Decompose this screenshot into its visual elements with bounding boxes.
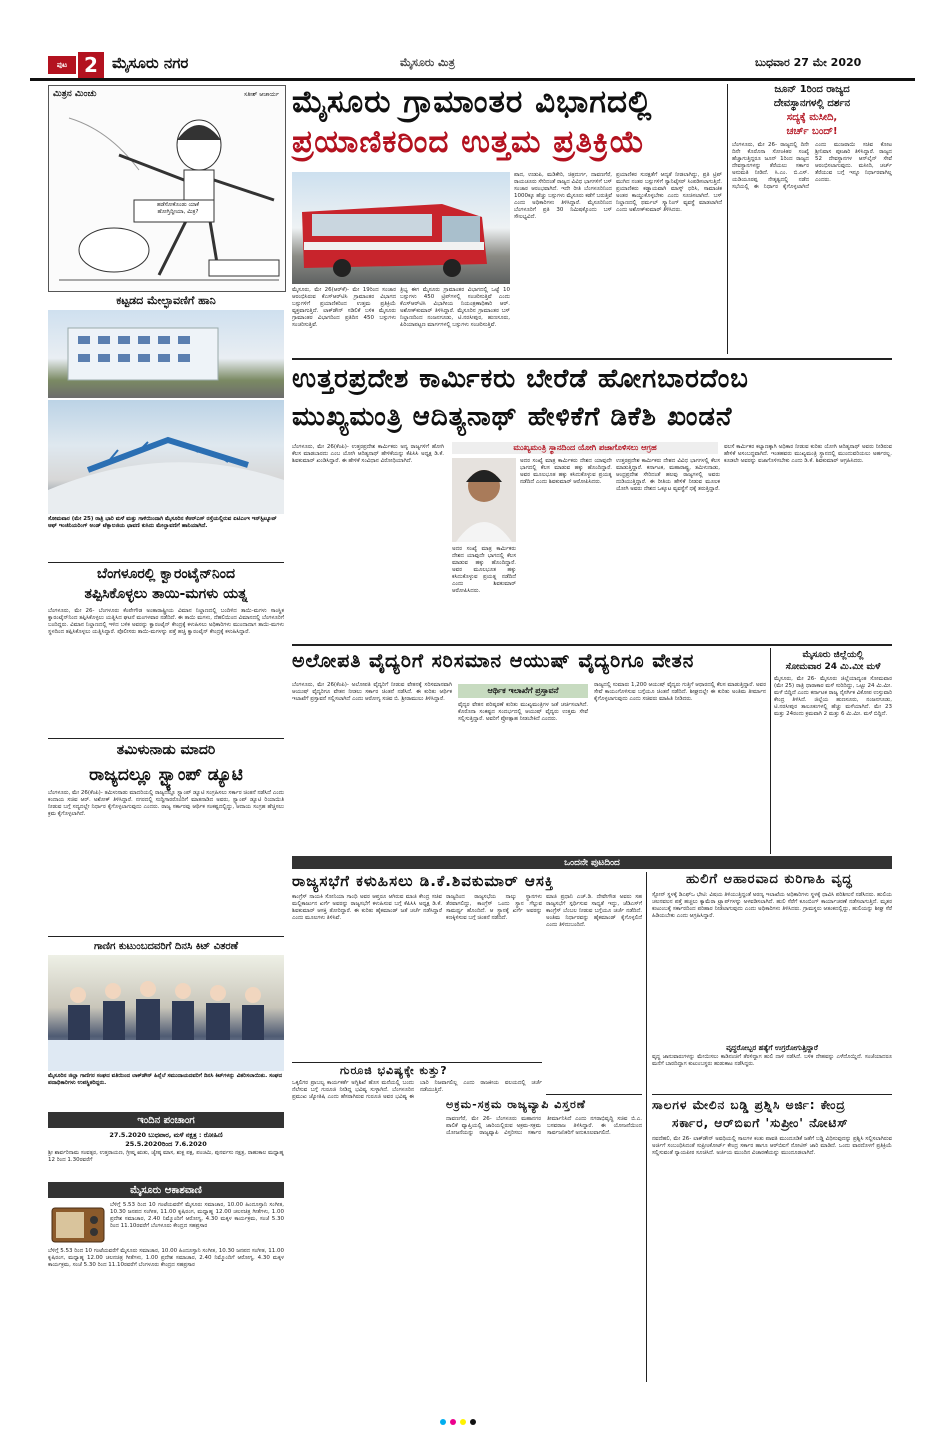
stamp-heading-2: ರಾಜ್ಯದಲ್ಲೂ ಸ್ಟ್ಯಾಂಪ್ ಡ್ಯೂಟಿ [89, 765, 243, 785]
temples-heading-4: ಚರ್ಚ್ ಬಂದ್! [786, 126, 838, 137]
quarantine-heading-2: ತಪ್ಪಿಸಿಕೊಳ್ಳಲು ತಾಯಿ-ಮಗಳು ಯತ್ನ [84, 586, 248, 602]
lead-body-1: ಮೈಸೂರು, ಮೇ 26(ಆರ್‌ಕೆ)- ಮೇ 19ರಿಂದ ಸಂಚಾರ ಆರಂಭಿಸಿರುವ ಕೆಎಸ್‌ಆರ್‌ಟಿಸಿ ಗ್ರಾಮಾಂತರ ವಿಭಾಗದ ಬಸ್ಸುಗಳಿಗೆ ಪ್ರಯಾಣಿಕರಿಂದ ಉತ್ತಮ ಪ್ರತಿಕ್ರಿಯೆ ವ್ಯಕ್ತವಾಗುತ್ತಿದೆ. ಲಾಕ್‌ಡೌನ್ ಸಡಿಲಿಕೆ ಬಳಿಕ ಮೈಸೂರು ಗ್ರಾಮಾಂತರ ವಿಭಾಗದಿಂದ ಪ್ರತಿದಿನ 450 ಬಸ್ಸುಗಳು ಸಂಚರಿಸುತ್ತಿವೆ. [292, 287, 396, 328]
cow-body: ಸ್ಟೋನ್ ಸ್ಥಳಕ್ಕೆ ಡಿಎಫ್‌ಒ ಭೇಟಿ: ವಿಷಯ ತಿಳಿಯುತ್ತಿದ್ದಂತೆ ಅರಣ್ಯ ಇಲಾಖೆಯ ಅಧಿಕಾರಿಗಳು ಸ್ಥಳಕ್ಕೆ ಧಾವಿಸಿ ಪರಿಶೀಲನೆ ನಡೆಸಿದರು. ಹುಲಿಯ ಚಲನವಲನ ಪತ್ತೆ ಹಚ್ಚಲು ಕ್ಯಾಮೆರಾ ಟ್ರ್ಯಾಪ್‌ಗಳನ್ನು ಅಳವಡಿಸಲಾಗಿದೆ. ಹುಲಿ ಸೆರೆಗೆ ಕೂಂಬಿಂಗ್ ಕಾರ್ಯಾಚರಣೆ ನಡೆಸಲಾಗುತ್ತಿದೆ. ಮೃತರ ಕುಟುಂಬಕ್ಕೆ ಸರ್ಕಾರದಿಂದ ಪರಿಹಾರ ನೀಡಲಾಗುವುದು ಎಂದು ಅಧಿಕಾರಿಗಳು ತಿಳಿಸಿದರು. ಗ್ರಾಮಸ್ಥರು ಆತಂಕದಲ್ಲಿದ್ದು, ಹುಲಿಯನ್ನು ಶೀಘ್ರ ಸೆರೆ ಹಿಡಿಯಬೇಕು ಎಂದು ಆಗ್ರಹಿಸಿದ್ದಾರೆ. [652, 892, 892, 919]
roof-photo [48, 400, 284, 514]
temples-body: ಬೆಂಗಳೂರು, ಮೇ 26- ರಾಜ್ಯದಲ್ಲಿ ದಿನೇ ದಿನೇ ಕೊರೊನಾ ಸೋಂಕಿತರ ಸಂಖ್ಯೆ ಹೆಚ್ಚಾಗುತ್ತಿದ್ದರೂ ಜೂನ್ 1ರಿಂದ ರಾಜ್ಯದ ದೇವಸ್ಥಾನಗಳನ್ನು ತೆರೆಯಲು ಸರ್ಕಾರ ಅನುಮತಿ ನೀಡಿದೆ. ಸಿ.ಎಂ. ಬಿ.ಎಸ್. ಯಡಿಯೂರಪ್ಪ ನೇತೃತ್ವದಲ್ಲಿ ನಡೆದ ಸಭೆಯಲ್ಲಿ ಈ ನಿರ್ಧಾರ ಕೈಗೊಳ್ಳಲಾಗಿದೆ ಎಂದು ಮುಜರಾಯಿ ಸಚಿವ ಕೋಟ ಶ್ರೀನಿವಾಸ ಪೂಜಾರಿ ತಿಳಿಸಿದ್ದಾರೆ. ರಾಜ್ಯದ 52 ದೇವಸ್ಥಾನಗಳ ಆನ್‌ಲೈನ್ ಸೇವೆ ಆರಂಭಿಸಲಾಗುವುದು. ಮಸೀದಿ, ಚರ್ಚ್ ತೆರೆಯುವ ಬಗ್ಗೆ ಇನ್ನೂ ನಿರ್ಧಾರವಾಗಿಲ್ಲ ಎಂದರು. [732, 142, 892, 190]
lead-body-3: ಪಾದ, ಉಡುಪಿ, ಮಡಿಕೇರಿ, ಚಿತ್ರದುರ್ಗ, ದಾವಣಗೆರೆ, ರಾಯಚೂರು ಸೇರಿದಂತೆ ರಾಜ್ಯದ ವಿವಿಧ ಭಾಗಗಳಿಗೆ ಬಸ್ ಸಂಚಾರ ಆರಂಭವಾಗಿದೆ. ಇದೇ ರೀತಿ ಬೆಂಗಳೂರಿನಿಂದ 1000ಕ್ಕೂ ಹೆಚ್ಚು ಬಸ್ಸುಗಳು ಮೈಸೂರು ಕಡೆಗೆ ಬರುತ್ತಿವೆ ಎಂದು ಅಧಿಕಾರಿಗಳು ತಿಳಿಸಿದ್ದಾರೆ. ಮೈಸೂರಿನಿಂದ ಬೆಂಗಳೂರಿಗೆ ಪ್ರತಿ 30 ನಿಮಿಷಕ್ಕೊಂದು ಬಸ್ ಸೌಲಭ್ಯವಿದೆ. [514, 172, 612, 220]
lead-body-2: ತ್ರಿಭ್ಯ ಈಗ ಮೈಸೂರು ಗ್ರಾಮಾಂತರ ವಿಭಾಗದಲ್ಲಿ ಒಟ್ಟೆ 10 ಬಸ್ಸುಗಳು 450 ಟ್ರಿಪ್‌ಗಳಲ್ಲಿ ಸಂಚರಿಸುತ್ತಿವೆ ಎಂದು ಕೆಎಸ್‌ಆರ್‌ಟಿಸಿ ವಿಭಾಗೀಯ ನಿಯಂತ್ರಣಾಧಿಕಾರಿ ಆರ್. ಅಶೋಕ್‌ಕುಮಾರ್ ತಿಳಿಸಿದ್ದಾರೆ. ಮೈಸೂರಿನ ಗ್ರಾಮಾಂತರ ಬಸ್ ನಿಲ್ದಾಣದಿಂದ ನಂಜನಗೂಡು, ಟಿ.ನರಸೀಪುರ, ಹುಣಸೂರು, ಪಿರಿಯಾಪಟ್ಟಣ ಮಾರ್ಗಗಳಲ್ಲಿ ಬಸ್ಸುಗಳು ಸಂಚರಿಸುತ್ತಿವೆ. [400, 287, 510, 328]
ayush-body-2: ವೈದ್ಯರ ವೇತನ ಪರಿಷ್ಕರಣೆ ಕುರಿತು ಮುಖ್ಯಮಂತ್ರಿಗಳ ಜತೆ ಚರ್ಚಿಸಲಾಗಿದೆ. ಕೊರೊನಾ ಸಂಕಷ್ಟದ ಸಂದರ್ಭದಲ್ಲಿ ಆಯುಷ್ ವೈದ್ಯರು ಉತ್ತಮ ಸೇವೆ ಸಲ್ಲಿಸುತ್ತಿದ್ದಾರೆ. ಅವರಿಗೆ ಪ್ರೋತ್ಸಾಹ ನೀಡಬೇಕಿದೆ ಎಂದರು. [458, 702, 588, 722]
rajya-body-3: ಮಾಜಿ ಪ್ರಧಾನಿ ಎಚ್.ಡಿ. ದೇವೇಗೌಡ ಅವರು ಸಹ ರಾಜ್ಯಸಭೆಗೆ ಸ್ಪರ್ಧಿಸುವ ಸಾಧ್ಯತೆ ಇದ್ದು, ಜೆಡಿಎಸ್‌ಗೆ ಕಾಂಗ್ರೆಸ್ ಬೆಂಬಲ ನೀಡುವ ಬಗ್ಗೆಯೂ ಚರ್ಚೆ ನಡೆದಿದೆ. ಅಂತಿಮ ನಿರ್ಧಾರವನ್ನು ಹೈಕಮಾಂಡ್ ಕೈಗೊಳ್ಳಲಿದೆ ಎಂದು ತಿಳಿದುಬಂದಿದೆ. [546, 894, 642, 928]
clash-body: ದಾವಣಗೆರೆ, ಮೇ 26- ಬೆಂಗಳೂರು ಮಹಾನಗರ ಪಾಲಿಕೆ ವ್ಯಾಪ್ತಿಯಲ್ಲಿ ಜಾರಿಯಲ್ಲಿರುವ ಅಕ್ರಮ-ಸಕ್ರಮ ಯೋಜನೆಯನ್ನು ರಾಜ್ಯವ್ಯಾಪಿ ವಿಸ್ತರಿಸಲು ಸರ್ಕಾರ ತೀರ್ಮಾನಿಸಿದೆ ಎಂದು ನಗರಾಭಿವೃದ್ಧಿ ಸಚಿವ ಬಿ.ಎ. ಬಸವರಾಜ ತಿಳಿಸಿದ್ದಾರೆ. ಈ ಯೋಜನೆಯಿಂದ ಸಾರ್ವಜನಿಕರಿಗೆ ಅನುಕೂಲವಾಗಲಿದೆ. [446, 1116, 642, 1136]
cow-headline: ಹುಲಿಗೆ ಆಹಾರವಾದ ಕುರಿಗಾಹಿ ವೃದ್ಧ [686, 872, 853, 887]
ayush-body-3: ರಾಜ್ಯದಲ್ಲಿ ಸುಮಾರು 1,200 ಆಯುಷ್ ವೈದ್ಯರು ಗುತ್ತಿಗೆ ಆಧಾರದಲ್ಲಿ ಕೆಲಸ ಮಾಡುತ್ತಿದ್ದಾರೆ. ಅವರ ಸೇವೆ ಕಾಯಂಗೊಳಿಸುವ ಬಗ್ಗೆಯೂ ಚಿಂತನೆ ನಡೆದಿದೆ. ಶೀಘ್ರದಲ್ಲೇ ಈ ಕುರಿತು ಅಂತಿಮ ತೀರ್ಮಾನ ಕೈಗೊಳ್ಳಲಾಗುವುದು ಎಂದು ಸಚಿವರು ಮಾಹಿತಿ ನೀಡಿದರು. [594, 682, 766, 702]
lead-headline-2: ಪ್ರಯಾಣಿಕರಿಂದ ಉತ್ತಮ ಪ್ರತಿಕ್ರಿಯೆ [292, 124, 646, 160]
rajya-body-1: ಕಾಂಗ್ರೆಸ್ ನಾಯಕಿ ಸೋನಿಯಾ ಗಾಂಧಿ ಅವರ ಆಪ್ತರೂ ಆಗಿರುವ ಮಾಜಿ ಕೇಂದ್ರ ಸಚಿವ ಮಲ್ಲಿಕಾರ್ಜುನ ಖರ್ಗೆ ಅವರನ್ನು ರಾಜ್ಯಸಭೆಗೆ ಕಳುಹಿಸುವ ಬಗ್ಗೆ ಕೆಪಿಸಿಸಿ ಅಧ್ಯಕ್ಷ ಡಿ.ಕೆ. ಶಿವಕುಮಾರ್ ಆಸಕ್ತಿ ತೋರಿದ್ದಾರೆ. ಈ ಕುರಿತು ಹೈಕಮಾಂಡ್ ಜತೆ ಚರ್ಚೆ ನಡೆಸಿದ್ದಾರೆ ಎಂದು ಮೂಲಗಳು ತಿಳಿಸಿವೆ. [292, 894, 442, 921]
temples-heading-3: ಸದ್ಯಕ್ಕೆ ಮಸೀದಿ, [786, 112, 838, 123]
ayush-body-1: ಬೆಂಗಳೂರು, ಮೇ 26(ಕೆಂಪಿ)- ಅಲೋಪತಿ ವೈದ್ಯರಿಗೆ ನೀಡುವ ವೇತನಕ್ಕೆ ಸರಿಸಮಾನವಾಗಿ ಆಯುಷ್ ವೈದ್ಯರಿಗೂ ವೇತನ ನೀಡಲು ಸರ್ಕಾರ ಚಿಂತನೆ ನಡೆಸಿದೆ. ಈ ಕುರಿತು ಆರ್ಥಿಕ ಇಲಾಖೆಗೆ ಪ್ರಸ್ತಾವನೆ ಸಲ್ಲಿಸಲಾಗಿದೆ ಎಂದು ಆರೋಗ್ಯ ಸಚಿವ ಬಿ. ಶ್ರೀರಾಮುಲು ತಿಳಿಸಿದ್ದಾರೆ. [292, 682, 452, 702]
ayush-tag: ಆರ್ಥಿಕ ಇಲಾಖೆಗೆ ಪ್ರಸ್ತಾವನೆ [458, 684, 588, 698]
kit-photo [48, 955, 284, 1071]
quarantine-body: ಬೆಂಗಳೂರು, ಮೇ 26- ಬೆಂಗಳೂರು ಕೆಂಪೇಗೌಡ ಅಂತಾರಾಷ್ಟ್ರೀಯ ವಿಮಾನ ನಿಲ್ದಾಣದಲ್ಲಿ ಬಂದಿಳಿದ ತಾಯಿ-ಮಗಳು ಸಾಂಸ್ಥಿಕ ಕ್ವಾರಂಟೈನ್‌ನಿಂದ ತಪ್ಪಿಸಿಕೊಳ್ಳಲು ಯತ್ನಿಸಿದ ಘಟನೆ ಮಂಗಳವಾರ ನಡೆದಿದೆ. ಈ ತಾಯಿ ಮಗಳು, ದೆಹಲಿಯಿಂದ ವಿಮಾನದಲ್ಲಿ ಬೆಂಗಳೂರಿಗೆ ಬಂದಿದ್ದರು. ವಿಮಾನ ನಿಲ್ದಾಣದಲ್ಲಿ ಇಳಿದ ಬಳಿಕ ಅವರನ್ನು ಕ್ವಾರಂಟೈನ್ ಕೇಂದ್ರಕ್ಕೆ ಕಳುಹಿಸಲು ಅಧಿಕಾರಿಗಳು ಮುಂದಾದಾಗ ತಾಯಿ-ಮಗಳು ಸ್ಥಳದಿಂದ ತಪ್ಪಿಸಿಕೊಳ್ಳಲು ಯತ್ನಿಸಿದ್ದಾರೆ. ಪೊಲೀಸರು ತಾಯಿ-ಮಗಳನ್ನು ಪತ್ತೆ ಹಚ್ಚಿ ಕ್ವಾರಂಟೈನ್ ಕೇಂದ್ರಕ್ಕೆ ಕಳುಹಿಸಿದ್ದಾರೆ. [48, 608, 284, 635]
cartoon-drawing [49, 100, 285, 290]
damage-heading: ಕಟ್ಟಡದ ಮೇಲ್ಛಾವಣಿಗೆ ಹಾನಿ [116, 294, 216, 307]
clash-headline: ಅಕ್ರಮ-ಸಕ್ರಮ ರಾಜ್ಯವ್ಯಾಪಿ ವಿಸ್ತರಣೆ [446, 1098, 586, 1111]
bus-photo [292, 172, 510, 284]
lead-body-4: ಪ್ರಯಾಣಿಕರ ಸುರಕ್ಷತೆಗೆ ಆದ್ಯತೆ ನೀಡಲಾಗಿದ್ದು, ಪ್ರತಿ ಟ್ರಿಪ್ ಮುಗಿದ ನಂತರ ಬಸ್ಸುಗಳಿಗೆ ಸ್ಯಾನಿಟೈಸರ್ ಸಿಂಪಡಿಸಲಾಗುತ್ತಿದೆ. ಪ್ರಯಾಣಿಕರು ಕಡ್ಡಾಯವಾಗಿ ಮಾಸ್ಕ್ ಧರಿಸಿ, ಸಾಮಾಜಿಕ ಅಂತರ ಕಾಯ್ದುಕೊಳ್ಳಬೇಕು ಎಂದು ಸೂಚಿಸಲಾಗಿದೆ. ಬಸ್ ನಿಲ್ದಾಣದಲ್ಲಿ ಥರ್ಮಲ್ ಸ್ಕ್ಯಾನಿಂಗ್ ವ್ಯವಸ್ಥೆ ಮಾಡಲಾಗಿದೆ ಎಂದು ಅಶೋಕ್‌ಕುಮಾರ್ ತಿಳಿಸಿದರು. [616, 172, 722, 213]
loan-body: ನವದೆಹಲಿ, ಮೇ 26- ಲಾಕ್‌ಡೌನ್ ಅವಧಿಯಲ್ಲಿ ಸಾಲಗಳ ಕಂತು ಪಾವತಿ ಮುಂದೂಡಿಕೆ ಜತೆಗೆ ಬಡ್ಡಿ ವಿಧಿಸುವುದನ್ನು ಪ್ರಶ್ನಿಸಿ ಸಲ್ಲಿಸಲಾಗಿರುವ ಅರ್ಜಿಗೆ ಸಂಬಂಧಿಸಿದಂತೆ ಸುಪ್ರೀಂಕೋರ್ಟ್ ಕೇಂದ್ರ ಸರ್ಕಾರ ಹಾಗೂ ಆರ್‌ಬಿಐಗೆ ನೋಟಿಸ್ ಜಾರಿ ಮಾಡಿದೆ. ಒಂದು ವಾರದೊಳಗೆ ಪ್ರತಿಕ್ರಿಯೆ ಸಲ್ಲಿಸುವಂತೆ ನ್ಯಾಯಪೀಠ ಸೂಚಿಸಿದೆ. ಅರ್ಜಿಯ ಮುಂದಿನ ವಿಚಾರಣೆಯನ್ನು ಮುಂದೂಡಲಾಗಿದೆ. [652, 1136, 892, 1156]
radio-body: ಬೆಳಿಗ್ಗೆ 5.53 ರಿಂದ 10 ಗಂಟೆಯವರೆಗೆ ಮೈಸೂರು ಸಮಾಚಾರ, 10.00 ಹಿಂದೂಸ್ತಾನಿ ಸಂಗೀತ, 10.30 ಜನಪದ ಸಂಗೀತ, 11.00 ಕೃಷಿರಂಗ, ಮಧ್ಯಾಹ್ನ 12.00 ಚಲನಚಿತ್ರ ಗೀತೆಗಳು, 1.00 ಪ್ರದೇಶ ಸಮಾಚಾರ, 2.40 ನಿಮ್ಮೊಂದಿಗೆ ಆರೋಗ್ಯ, 4.30 ಮಕ್ಕಳ ಕಾರ್ಯಕ್ರಮ, ಸಂಜೆ 5.30 ರಿಂದ 11.10ರವರೆಗೆ ಬೆಂಗಳೂರು ಕೇಂದ್ರದ ಸಹಪ್ರಸಾರ [110, 1202, 284, 1229]
paper-name: ಮೈಸೂರು ಮಿತ್ರ [400, 56, 455, 69]
stamp-heading-1: ತಮಿಳುನಾಡು ಮಾದರಿ [116, 742, 216, 758]
kit-caption: ಮೈಸೂರಿನ ಜಿಲ್ಲಾ ಗಾಣಿಗರ ಸಂಘದ ವತಿಯಿಂದ ಲಾಕ್‌ಡೌನ್ ಹಿನ್ನೆಲೆ ಸಮುದಾಯದವರಿಗೆ ದಿನಸಿ ಕಿಟ್‌ಗಳನ್ನು ವಿತರಿಸಲಾಯಿತು. ಸಂಘದ ಪದಾಧಿಕಾರಿಗಳು ಉಪಸ್ಥಿತರಿದ್ದರು. [48, 1073, 283, 1086]
panchanga-heading: ಇಂದಿನ ಪಂಚಾಂಗ [48, 1112, 284, 1128]
district-body: ಮೈಸೂರು, ಮೇ 26- ಮೈಸೂರು ಜಿಲ್ಲೆಯಾದ್ಯಂತ ಸೋಮವಾರ (ಮೇ 25) ರಾತ್ರಿ ಧಾರಾಕಾರ ಮಳೆ ಸುರಿದಿದ್ದು, ಒಟ್ಟು 24 ಮಿ.ಮೀ. ಮಳೆ ಬಿದ್ದಿದೆ ಎಂದು ಕರ್ನಾಟಕ ರಾಜ್ಯ ನೈಸರ್ಗಿಕ ವಿಕೋಪ ಉಸ್ತುವಾರಿ ಕೇಂದ್ರ ತಿಳಿಸಿದೆ. ಜಿಲ್ಲೆಯ ಹುಣಸೂರು, ನಂಜನಗೂಡು, ಟಿ.ನರಸೀಪುರ ತಾಲೂಕುಗಳಲ್ಲಿ ಹೆಚ್ಚು ಮಳೆಯಾಗಿದೆ. ಮೇ 23 ಮತ್ತು 24ರಂದು ಕ್ರಮವಾಗಿ 2 ಮತ್ತು 6 ಮಿ.ಮೀ. ಮಳೆ ಬಿದ್ದಿದೆ. [774, 676, 892, 717]
quarantine-heading-1: ಬೆಂಗಳೂರಲ್ಲಿ ಕ್ವಾರಂಟೈನ್‌ನಿಂದ [96, 566, 236, 582]
page-number: 2 [78, 52, 104, 78]
rajya-body-2: ರಾಜ್ಯದಿಂದ ರಾಜ್ಯಸಭೆಯ ನಾಲ್ಕು ಸ್ಥಾನಗಳು ತೆರವಾಗಲಿದ್ದು, ಕಾಂಗ್ರೆಸ್ ಒಂದು ಸ್ಥಾನ ಗೆಲ್ಲುವ ಸಾಮರ್ಥ್ಯ ಹೊಂದಿದೆ. ಆ ಸ್ಥಾನಕ್ಕೆ ಖರ್ಗೆ ಅವರನ್ನು ಕಣಕ್ಕಿಳಿಸುವ ಬಗ್ಗೆ ಚಿಂತನೆ ನಡೆದಿದೆ. [446, 894, 542, 921]
guruji-headline: ಗುರೂಜಿ ಭವಿಷ್ಯಕ್ಕೇ ಕುತ್ತು? [340, 1064, 448, 1077]
district-heading-2: ಸೋಮವಾರ 24 ಮಿ.ಮೀ ಮಳೆ [785, 662, 881, 672]
temples-heading-2: ದೇವಸ್ಥಾನಗಳಲ್ಲಿ ದರ್ಶನ [773, 98, 851, 109]
ayush-headline: ಅಲೋಪತಿ ವೈದ್ಯರಿಗೆ ಸರಿಸಮಾನ ಆಯುಷ್ ವೈದ್ಯರಿಗೂ ವೇತನ [292, 650, 695, 672]
cartoon-speech-bubble: ಹಡೆಸೋಕೊಂಡು ಯಾಕೆ ಹೋಗ್ತಿದ್ದೀಯಾ, ಮಿತ್ರ? [157, 202, 199, 215]
panchanga-line-2: 25.5.2020ರಿಂದ 7.6.2020 [125, 1140, 207, 1148]
cartoon-artist: ಸತೀಶ್ ಆಚಾರ್ಯ [244, 91, 279, 98]
rajya-headline: ರಾಜ್ಯಸಭೆಗೆ ಕಳುಹಿಸಲು ಡಿ.ಕೆ.ಶಿವಕುಮಾರ್ ಆಸಕ್ತಿ [292, 872, 555, 890]
page-label: ಪುಟ [48, 56, 76, 74]
building-photo [48, 310, 284, 398]
guruji-body: ಒಕ್ಕಲಿಗರ ಪ್ರಾಬಲ್ಯ ಕಾರ್ಯಕರ್ತೆ ಅಗ್ನಿಶಿಖೆ ಹೊಸ ಮನೆಯಲ್ಲಿ ಬಂದು ನೆಲೆಸುವ ಬಗ್ಗೆ ಗುರೂಜಿ ನೀಡಿದ್ದ ಭವಿಷ್ಯ ಸುಳ್ಳಾಗಿದೆ. ಬೆಂಗಳೂರಿನ ಪ್ರಮುಖ ಜ್ಯೋತಿಷಿ ಎಂದು ಹೆಸರಾಗಿರುವ ಗುರೂಜಿ ಅವರ ಭವಿಷ್ಯ ಈ ಬಾರಿ ನಿಜವಾಗಲಿಲ್ಲ ಎಂದು ರಾಜಕೀಯ ವಲಯದಲ್ಲಿ ಚರ್ಚೆ ನಡೆಯುತ್ತಿದೆ. [292, 1080, 542, 1100]
district-heading-1: ಮೈಸೂರು ಜಿಲ್ಲೆಯಲ್ಲಿ [802, 650, 864, 660]
stamp-body: ಬೆಂಗಳೂರು, ಮೇ 26(ಕೆಂಪಿ)- ತಮಿಳುನಾಡು ಮಾದರಿಯಲ್ಲಿ ರಾಜ್ಯದಲ್ಲೂ ಸ್ಟ್ಯಾಂಪ್ ಡ್ಯೂಟಿ ಸಂಗ್ರಹಿಸಲು ಸರ್ಕಾರ ಚಿಂತನೆ ನಡೆಸಿದೆ ಎಂದು ಕಂದಾಯ ಸಚಿವ ಆರ್. ಅಶೋಕ್ ತಿಳಿಸಿದ್ದಾರೆ. ನಗರದಲ್ಲಿ ಸುದ್ದಿಗಾರರೊಂದಿಗೆ ಮಾತನಾಡಿದ ಅವರು, ಸ್ಟ್ಯಾಂಪ್ ಡ್ಯೂಟಿ ರಿಯಾಯಿತಿ ನೀಡುವ ಬಗ್ಗೆ ಸದ್ಯದಲ್ಲೇ ನಿರ್ಧಾರ ಕೈಗೊಳ್ಳಲಾಗುವುದು ಎಂದರು. ರಾಜ್ಯ ಸರ್ಕಾರವು ಆರ್ಥಿಕ ಸಂಕಷ್ಟದಲ್ಲಿದ್ದು, ಆದಾಯ ಸಂಗ್ರಹ ಹೆಚ್ಚಿಸಲು ಕ್ರಮ ಕೈಗೊಳ್ಳಲಾಗಿದೆ. [48, 790, 284, 817]
dks-photo [452, 458, 516, 542]
date-line: ಬುಧವಾರ 27 ಮೇ 2020 [755, 56, 862, 69]
radio-icon [50, 1202, 106, 1244]
cow-subhead: ವೃದ್ಧರೋಬ್ಬರ ಹತ್ಯೆಗೆ ಉಗ್ರರೋಗುತ್ತಿದ್ದಾರೆ [726, 1044, 818, 1052]
lead-headline-1: ಮೈಸೂರು ಗ್ರಾಮಾಂತರ ವಿಭಾಗದಲ್ಲಿ [292, 84, 653, 120]
loan-headline-1: ಸಾಲಗಳ ಮೇಲಿನ ಬಡ್ಡಿ ಪ್ರಶ್ನಿಸಿ ಅರ್ಜಿ: ಕೇಂದ್ರ [652, 1098, 846, 1112]
damage-caption: ಸೋಮವಾರ (ಮೇ 25) ರಾತ್ರಿ ಭಾರಿ ಮಳೆ ಮತ್ತು ಗಾಳಿಯಿಂದಾಗಿ ಮೈಸೂರಿನ ಕೆಆರ್‌ಎಸ್ ರಸ್ತೆಯಲ್ಲಿರುವ ಏಟಿಎಂಇ ಇನ್‌ಸ್ಟಿಟ್ಯೂಟ್ ಆಫ್ ಇಂಜಿನಿಯರಿಂಗ್ ಅಂಡ್ ಟೆಕ್ನಾಲಜಿಯ ಛಾವಣಿ ಕುಸಿದು ಮೇಲ್ಭಾವಣಿಗೆ ಹಾನಿಯಾಗಿದೆ. [48, 516, 277, 529]
radio-body-cont: ಬೆಳಿಗ್ಗೆ 5.53 ರಿಂದ 10 ಗಂಟೆಯವರೆಗೆ ಮೈಸೂರು ಸಮಾಚಾರ, 10.00 ಹಿಂದೂಸ್ತಾನಿ ಸಂಗೀತ, 10.30 ಜನಪದ ಸಂಗೀತ, 11.00 ಕೃಷಿರಂಗ, ಮಧ್ಯಾಹ್ನ 12.00 ಚಲನಚಿತ್ರ ಗೀತೆಗಳು, 1.00 ಪ್ರದೇಶ ಸಮಾಚಾರ, 2.40 ನಿಮ್ಮೊಂದಿಗೆ ಆರೋಗ್ಯ, 4.30 ಮಕ್ಕಳ ಕಾರ್ಯಕ್ರಮ, ಸಂಜೆ 5.30 ರಿಂದ 11.10ರವರೆಗೆ ಬೆಂಗಳೂರು ಕೇಂದ್ರದ ಸಹಪ್ರಸಾರ [48, 1248, 284, 1268]
up-body-2: ಅದರ ಸಂಖ್ಯೆ ಮಾತ್ರ ಕಾರ್ಮಿಕರು ದೇಶದ ಯಾವುದೇ ಭಾಗದಲ್ಲಿ ಕೆಲಸ ಮಾಡುವ ಹಕ್ಕು ಹೊಂದಿದ್ದಾರೆ. ಅವರ ಮೂಲಭೂತ ಹಕ್ಕು ಕಸಿದುಕೊಳ್ಳುವ ಪ್ರಯತ್ನ ನಡೆದಿದೆ ಎಂದು ಶಿವಕುಮಾರ್ ಆರೋಪಿಸಿದರು. [520, 458, 612, 485]
cartoon-box [48, 85, 286, 292]
up-body-1: ಬೆಂಗಳೂರು, ಮೇ 26(ಕೆಂಪಿ)- ಉತ್ತರಪ್ರದೇಶ ಕಾರ್ಮಿಕರು ಅನ್ಯ ರಾಜ್ಯಗಳಿಗೆ ಹೋಗಿ ಕೆಲಸ ಮಾಡಬಾರದು ಎಂಬ ಯೋಗಿ ಆದಿತ್ಯನಾಥ್ ಹೇಳಿಕೆಯನ್ನು ಕೆಪಿಸಿಸಿ ಅಧ್ಯಕ್ಷ ಡಿ.ಕೆ. ಶಿವಕುಮಾರ್ ಖಂಡಿಸಿದ್ದಾರೆ. ಈ ಹೇಳಿಕೆ ಸಂವಿಧಾನ ವಿರೋಧಿಯಾಗಿದೆ. [292, 444, 444, 464]
section-name: ಮೈಸೂರು ನಗರ [112, 54, 189, 72]
print-registration-marks [440, 1410, 500, 1416]
up-subhead: ಮುಖ್ಯಮಂತ್ರಿ ಸ್ಥಾನದಿಂದ ಯೋಗಿ ಪಜಾಗೊಳಿಸಲು ಆಗ್ರಹ [452, 442, 718, 454]
temples-heading-1: ಜೂನ್ 1ರಿಂದ ರಾಜ್ಯದ [774, 84, 850, 95]
up-headline-2: ಮುಖ್ಯಮಂತ್ರಿ ಆದಿತ್ಯನಾಥ್ ಹೇಳಿಕೆಗೆ ಡಿಕೆಶಿ ಖಂಡನೆ [292, 402, 733, 432]
up-body-2b: ಅದರ ಸಂಖ್ಯೆ ಮಾತ್ರ ಕಾರ್ಮಿಕರು ದೇಶದ ಯಾವುದೇ ಭಾಗದಲ್ಲಿ ಕೆಲಸ ಮಾಡುವ ಹಕ್ಕು ಹೊಂದಿದ್ದಾರೆ. ಅವರ ಮೂಲಭೂತ ಹಕ್ಕು ಕಸಿದುಕೊಳ್ಳುವ ಪ್ರಯತ್ನ ನಡೆದಿದೆ ಎಂದು ಶಿವಕುಮಾರ್ ಆರೋಪಿಸಿದರು. [452, 546, 516, 594]
cartoon-title: ಮಿತ್ರನ ಮಿಂಚು [53, 89, 97, 99]
up-body-4: ವಲಸೆ ಕಾರ್ಮಿಕರ ಕಲ್ಯಾಣಕ್ಕಾಗಿ ಅಧಿಕಾರ ನೀಡುವ ಕುರಿತು ಯೋಗಿ ಆದಿತ್ಯನಾಥ್ ಅವರು ನೀಡಿರುವ ಹೇಳಿಕೆ ಅಸಂಬದ್ಧವಾಗಿದೆ. ಇಂತಹವರು ಮುಖ್ಯಮಂತ್ರಿ ಸ್ಥಾನದಲ್ಲಿ ಮುಂದುವರಿಯಲು ಅರ್ಹರಲ್ಲ. ಕೂಡಲೇ ಅವರನ್ನು ವಜಾಗೊಳಿಸಬೇಕು ಎಂದು ಡಿ.ಕೆ. ಶಿವಕುಮಾರ್ ಆಗ್ರಹಿಸಿದರು. [724, 444, 892, 464]
kit-heading: ಗಾಣಿಗ ಕುಟುಂಬದವರಿಗೆ ದಿನಸಿ ಕಿಟ್ ವಿತರಣೆ [48, 936, 284, 952]
panchanga-body: ಶ್ರೀ ಶಾರ್ವರಿನಾಮ ಸಂವತ್ಸರ, ಉತ್ತರಾಯಣ, ಗ್ರೀಷ್ಮ ಋತು, ಜ್ಯೇಷ್ಠ ಮಾಸ, ಶುಕ್ಲ ಪಕ್ಷ, ಪಂಚಮಿ, ಪುನರ್ವಸು ನಕ್ಷತ್ರ, ರಾಹುಕಾಲ ಮಧ್ಯಾಹ್ನ 12 ರಿಂದ 1.30ರವರೆಗೆ [48, 1150, 284, 1163]
up-body-3: ಉತ್ತರಪ್ರದೇಶ ಕಾರ್ಮಿಕರು ದೇಶದ ವಿವಿಧ ಭಾಗಗಳಲ್ಲಿ ಕೆಲಸ ಮಾಡುತ್ತಿದ್ದಾರೆ. ಕರ್ನಾಟಕ, ಮಹಾರಾಷ್ಟ್ರ, ತಮಿಳುನಾಡು, ಆಂಧ್ರಪ್ರದೇಶ ಸೇರಿದಂತೆ ಹಲವು ರಾಜ್ಯಗಳಲ್ಲಿ ಅವರು ದುಡಿಯುತ್ತಿದ್ದಾರೆ. ಈ ರೀತಿಯ ಹೇಳಿಕೆ ನೀಡುವ ಮೂಲಕ ಯೋಗಿ ಅವರು ದೇಶದ ಒಕ್ಕೂಟ ವ್ಯವಸ್ಥೆಗೆ ಧಕ್ಕೆ ತರುತ್ತಿದ್ದಾರೆ. [616, 458, 720, 492]
panchanga-line-1: 27.5.2020 ಬುಧವಾರ, ಮಳೆ ನಕ್ಷತ್ರ : ರೋಹಿಣಿ [109, 1131, 223, 1139]
cow-body-2: ವೃದ್ಧ ಜಾನುವಾರುಗಳನ್ನು ಮೇಯಿಸಲು ಕಾಡಿನಂಚಿಗೆ ತೆರಳಿದ್ದಾಗ ಹುಲಿ ದಾಳಿ ನಡೆಸಿದೆ. ಬಳಿಕ ದೇಹವನ್ನು ಎಳೆದೊಯ್ದಿದೆ. ಸಂಜೆಯಾದರೂ ಮನೆಗೆ ಬಾರದಿದ್ದಾಗ ಕುಟುಂಬಸ್ಥರು ಹುಡುಕಾಟ ನಡೆಸಿದ್ದರು. [652, 1054, 892, 1067]
up-headline-1: ಉತ್ತರಪ್ರದೇಶ ಕಾರ್ಮಿಕರು ಬೇರೆಡೆ ಹೋಗಬಾರದೆಂಬ [292, 364, 749, 394]
radio-heading: ಮೈಸೂರು ಆಕಾಶವಾಣಿ [48, 1182, 284, 1198]
masthead-rule [30, 78, 915, 81]
continued-banner: ಒಂದನೇ ಪುಟದಿಂದ [292, 856, 892, 869]
loan-headline-2: ಸರ್ಕಾರ, ಆರ್‌ಬಿಐಗೆ 'ಸುಪ್ರೀಂ' ನೋಟಿಸ್ [672, 1116, 849, 1130]
